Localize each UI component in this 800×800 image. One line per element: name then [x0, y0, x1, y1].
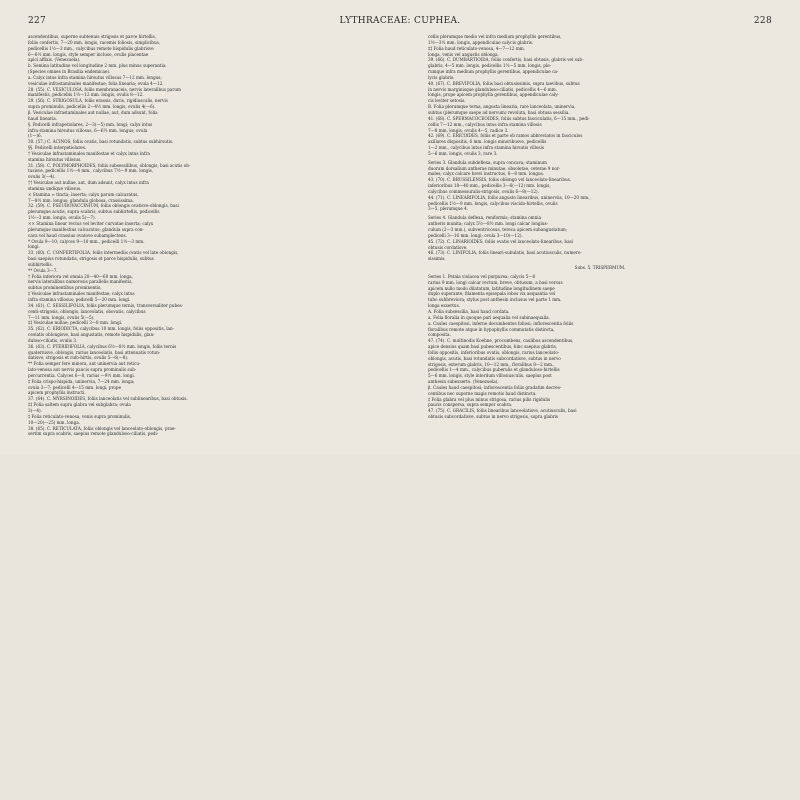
text-line: 40. (67). C. BREVIFOLIA, foliis basi obtusissimis, supra laevibus, subtus — [428, 80, 580, 86]
text-line: 7—11 mm. longis, ovulis 5(—5). — [28, 314, 95, 320]
text-line: ×× Stamina linear rectus vel leviter curvatae inserta; calyx — [28, 221, 154, 226]
text-line: longi. — [28, 244, 40, 250]
text-line: obtusis subcordatisve, subtus in nervo strigosis, supra glabris — [428, 414, 559, 420]
text-line: foliis confertis, 7—20 mm. longis, racemis foliosis, simplicibus, — [28, 39, 161, 45]
text-line: haud linearia. — [28, 115, 58, 121]
text-line: culum (2—3 mm.), subventricosus, tereca apicem subangustatum; — [428, 227, 568, 232]
text-line: subtus (plerumque saepe ad nervum) revoluta, basi obtusa sessilia. — [428, 109, 570, 115]
text-line: pedicelli 3—16 mm. longi; ovula 3—10(—12). — [428, 232, 523, 238]
text-line: infra stamina villosus; pedicelli 5—20 mm. longi. — [28, 296, 131, 302]
text-line: 33. (60). C. CONFERTIFOLIA, foliis intermediis ovatis vel late oblongis, — [28, 250, 179, 256]
text-line: * Ovula 9—10; calyces 9—10 mm., pedicelli 1½—3 mm. — [28, 238, 145, 244]
text-line: 1½—3½ mm. longis, appendiculae calycis glabris. — [428, 39, 534, 45]
text-line: plerumque acutis, supra scabris, subtus subhirtellis, pedicellis — [28, 209, 160, 215]
text-line: 1½—3 mm. longis, ovulis 5(—7). — [28, 215, 96, 221]
text-line: b. Semina latitudine vel longitudine 2 mm. plus minus superantia. — [28, 63, 167, 69]
text-line: 30. (57.) C. ACINOS, foliis ovatis, basi rotundatis, subtus subhirsutis. — [28, 139, 174, 145]
text-line: × Stamina ≈ tincta; inserta; calyx parum calcaratus, — [28, 191, 139, 197]
text-line: duplo superante; filamenta episepala lobos vix aequantia vel — [428, 291, 556, 297]
text-line: sissimis. — [428, 256, 446, 262]
text-line: 45. (72). C. LINARIOIDES, foliis ovatis vel lanceolato-linearibus, basi — [428, 238, 573, 244]
text-line: subhirtellis. — [28, 261, 53, 267]
text-line: inferioribus 18—40 mm., pedicellis 3—6(—12) mm. longis, — [428, 183, 551, 189]
text-line: cellis 7—12 mm., calycibus intus infra stamina villosis — [428, 121, 542, 127]
text-line: apici affixis. (Venezuela). — [28, 57, 81, 63]
text-line: a. Folia floralia in quoque pari aequalia vel subinaequalia. — [428, 314, 550, 320]
running-header — [28, 16, 772, 30]
text-line: apice densius quam basi pubescentibus, hinc saepius glabris, — [428, 344, 558, 350]
text-line: sertim supra scabris, saepius remote glanduloso-ciliatis, pedi- — [28, 431, 159, 437]
text-line: antheris munita; calyx 5½—8½ mm. longi calcar longius- — [428, 221, 549, 227]
text-line: 5—6 mm. longis, style interdum villosiusculis, saepius post — [428, 373, 552, 379]
text-line: nervis lateralibus numerosis parallelis manifestis, — [28, 279, 133, 285]
text-line: glabris, 4—5 mm. longis, pedicellis 1½—5 mm. longis, ple- — [428, 63, 552, 69]
text-line: 41. (68). C. SPERMACOCEOIDES, foliis subtus fasciculatis, 6—15 mm., pedi- — [428, 115, 590, 121]
text-line: subtus prominentibus prominentis. — [28, 285, 102, 291]
text-line: obtusis cordatisve. — [428, 244, 468, 250]
text-line: apicem prophyllis instructi. — [28, 390, 86, 396]
text-line: 6—6½ mm. longis, style semper incluso, ovulis placentae — [28, 51, 149, 57]
text-line: lycis glabris. — [428, 74, 455, 80]
text-line: 1—2 mm., calycibus intus infra stamina hirsutis villosis — [428, 145, 544, 151]
text-line: duorum dorsalium antherae minutae, obsoletae, ceterae 9 nor- — [428, 165, 561, 171]
text-line: basi saepius rotundatis, strigosis et parce hispidulis, subtus — [28, 256, 154, 262]
left-text-column — [28, 34, 372, 444]
text-line: stamina undique villosus. — [28, 185, 82, 191]
text-line: 35. (62). C. ERIODICTA, calycibus 10 mm. longis, foliis oppositis, lan- — [28, 326, 175, 332]
text-line: 42. (69). C. ERICOIDES, foliis et parte ob ramos abbreviatos in fasciculos — [428, 133, 583, 139]
text-line: foliis oppositis, inferioribus ovatis, oblongis, rarius lanceolato- — [428, 349, 560, 355]
text-line: infra stamina hirsutus villosus, 6—6½ mm. longus; ovula — [28, 127, 148, 133]
text-line: Series 3. Glandula subdeflexa, supra concava; staminum — [428, 159, 547, 165]
text-line: pedicellis 1½—9 mm. longis, calycibus viscido-hirtellis, ovulis — [428, 200, 558, 206]
text-line: longa exsertus. — [428, 303, 461, 309]
text-line: centibus nec superne magis remotis haud distincta. — [428, 390, 537, 396]
right-text-column — [428, 34, 772, 444]
text-line: composita. — [428, 332, 451, 338]
text-line: 47. (75). C. GRACILIS, foliis linearibus lanceolatisve, acutiusculis, basi — [428, 408, 577, 414]
text-line: longis, prope apicem prophylla gerentibus, appendiculae caly- — [428, 92, 559, 98]
text-line: ‡‡ Folia haud reticulato-venosa, 4—7—12 mm. — [428, 45, 526, 51]
text-line: lato-venosa aut nervis paucis supra prominulis sub- — [28, 367, 137, 373]
text-line: 32. (59). C. PSEUDOVACCINIUM, foliis oblongis ovatisve-oblongis, basi — [28, 203, 179, 209]
text-line: 43. (70). C. BRUSSILENSIS, foliis oblongo vel lanceolato-linearibus, — [428, 177, 572, 183]
page-number-right: 228 — [753, 16, 772, 26]
text-line: ‡ Folia crispo-hispida, uninervia, 7—24 mm. longa; — [28, 378, 135, 384]
text-line: a. Calyx intus infra stamina hirsutus villosus 7—12 mm. longus; — [28, 74, 162, 80]
text-line: 36. (63). C. PTERIDIFOLIA, calycibus 6½—8½ mm. longis, foliis ternis — [28, 343, 177, 349]
text-line: floralibus remote atque in hypophyllis commutatis distincta, — [428, 326, 555, 332]
text-line: calycibus commessuralis-strigosis, ovulis 6—8(—12). — [428, 188, 539, 194]
text-line: 47. (74). C. multinodis Koehne, procumbens, caulibus ascendentibus, — [428, 338, 574, 344]
text-line: Series 4. Glandula deflexa, reniformis; stamina omnia — [428, 215, 542, 221]
text-line: plerumque manifestius calcaratus; glandula supra con- — [28, 226, 144, 232]
text-line: vesiculae infrastaminales manifestae; folia linearia; ovula 4—12. — [28, 80, 164, 86]
text-line: ** Folia semper fere minora, aut uninervia aut reticu- — [28, 361, 141, 367]
text-line: duloso-ciliatis, ovulis 3. — [28, 337, 78, 343]
text-line: ** Ovula 3—7. — [28, 267, 58, 273]
text-line: supra prominulis, pedicellis 2—4½ mm. longis, ovulis 4(—6). — [28, 104, 156, 110]
text-line: (Species omnes in Brasilia endemicae). — [28, 69, 111, 75]
text-line: 46. (73). C. LINIFOLIA, foliis lineari-subulatis, basi acutiusculis, numero- — [428, 250, 582, 256]
text-line: † Vesiculae infrastaminales manifestae et calyx intus infra — [28, 150, 150, 156]
text-line: ‡ Vesiculae infrastaminales manifestae; calyx intus — [28, 291, 135, 297]
text-line: A. Folia subsessilia, basi haud cordata. — [428, 308, 510, 314]
page-number-left: 227 — [28, 16, 47, 26]
text-line: anthesin subexserto. (Venezuela). — [428, 379, 499, 385]
text-line: axillares dispositis, 6 mm. longis minoribusve, pedicellis — [428, 139, 547, 145]
text-line: tubo subbreviora; stylus post anthesin inclusus vel parte 1 mm. — [428, 297, 562, 303]
text-line: 44. (71). C. LINEARIFOLIA, foliis angusto linearibus, uninerviis, 10—20 mm., — [428, 194, 591, 200]
text-line: §. Pedicelli infrapetiolares, 2—3(—5) mm. longi; calyx intus — [28, 121, 153, 127]
text-line: oblongis, acutis, basi rotundatis subcordatisve, subtus in nervo — [428, 355, 561, 361]
text-line: ceolatis oblongisve, basi angustatis, remote hispidulis, glan- — [28, 332, 155, 338]
text-line: strigosis, exterum glabris, 10—12 mm., floralibus 8—2 mm., — [428, 361, 555, 367]
text-line: 5—6 mm. longis, ovulis 3, rare 3. — [428, 150, 498, 156]
text-line: ovulis 3(—4). — [28, 174, 56, 180]
text-line: 38. (65). C. RETICULATA, foliis oblongis vel lanceolato-oblongis, prae- — [28, 425, 176, 431]
text-line: centi-strigosis, oblongis, lanceolatis, obovatis, calycibus — [28, 308, 146, 314]
text-line: 10—20(—25) mm. longa. — [28, 419, 81, 425]
text-line: in nervis marginisque glanduloso-ciliatis, pedicellis 4—6 mm. — [428, 86, 557, 92]
text-line: 3(—4). — [28, 408, 42, 413]
running-title: LYTHRACEAE: CUPHEA. — [339, 16, 461, 26]
text-line: longa, venis vel angustis oblonga. — [428, 51, 499, 57]
text-line: rarius 9 mm. longi calcar rectum, breve, obtusum, a basi versus — [428, 279, 563, 285]
text-line: 39. (66). C. DUMBARTIOIDA, foliis confertis, basi obtusis, glabris vel sub- — [428, 57, 584, 63]
text-line: pedicellis 1—4 mm., calycibus puberulis et glanduloso-hirtellis — [428, 367, 560, 373]
text-line: 31. (58). C. POLYMORPHOIDES, foliis subsessilibus, oblongis, basi acutis ob- — [28, 162, 191, 168]
text-line: 7—8½ mm. longus; glandula globosa, crassissima. — [28, 197, 134, 203]
text-line: cava vel haud crassius ovatove subamplectens. — [28, 232, 127, 238]
text-line: cis leviter setosis. — [428, 98, 466, 104]
text-line: 7—8 mm. longis, ovulis 4—5, radice 3. — [428, 127, 509, 133]
text-line: †† Vesiculae aut nullae, aut, dum adsunt, calyx intus infra — [28, 180, 149, 186]
text-line: §§. Pedicelli interpetiolares. — [28, 145, 87, 151]
text-line: 28. (55). C. VESICULOSA, foliis membranaceis, nervis lateralibus parum — [28, 86, 181, 92]
text-line: β. Vesiculae infrastaminales aut nullae, aut, dum adsunt, folia — [28, 109, 158, 115]
text-line: quaternisve, oblongis, rarius lanceolatis, basi attenuatis rotun- — [28, 349, 161, 355]
text-line: ascendentibus, superne subtenuis strigosis et parce hirtellis, — [28, 34, 157, 39]
text-line: rumque infra medium prophyllis gerentibus, appendiculae ca- — [428, 69, 559, 75]
text-line: β. Caules haud caespitosi; inflorescentia foliis gradatim decres- — [428, 384, 562, 390]
text-line: ovula 3—7; pedicelli 4—15 mm. longi, prope — [28, 384, 122, 390]
text-line: a. Caules caespitosi, inferne decumbentes foliosi; inflorescentia foliis — [428, 320, 574, 326]
text-line: pedicellis 1½—3 mm., calycibus remote hispidulis glabrisve — [28, 45, 154, 51]
text-line: 3—5, plerumque 4. — [428, 206, 469, 212]
text-line: ‡‡ Vesiculae nullae; pedicelli 3—8 mm. longi. — [28, 320, 123, 326]
text-line: B. Folia plerumque terna, angusta linearia, rare lanceolata, uninervia, — [428, 104, 576, 110]
text-line: cellis plerumque medio vel infra medium prophyllis gerentibus, — [428, 34, 562, 39]
text-line: percurrentia. Calyces 6—8, rarius —9½ mm. longi. — [28, 372, 136, 378]
text-line: ‡ Folia reticulato-venosa, venis supra prominulis, — [28, 413, 132, 419]
text-line: stamina hirsutus villosus. — [28, 156, 82, 162]
text-line: manifestis, pedicellis 1½—12 mm. longis, ovulis 8—12. — [28, 92, 144, 98]
text-line: males; calyx calcare brevi instructus, 6—8 mm. longus. — [428, 171, 545, 177]
text-line: (1—)6. — [28, 133, 42, 139]
text-line: ‡‡ Folia saltem supra glabra vel subglabra; ovula — [28, 402, 131, 408]
text-line: Series 1. Petala violacea vel purpurea; calycis 5—8 — [428, 273, 536, 279]
text-line: 34. (61). C. SESSILIFOLIA, foliis plerumque ternis, transversaliter pubes- — [28, 302, 184, 308]
text-line: ‡ Folia glabra vel plus minus strigosa, rarius pilis rigidulis — [428, 396, 551, 402]
text-line: † Folia inferiora vel omnia 20—40—60 mm. longa, — [28, 273, 133, 279]
text-line: tusisve, pedicellis 1½—4 mm., calycibus 7½—9 mm. longis, — [28, 168, 154, 174]
text-line: apicem nullo modo dilatatum, latitudine longitudinem saepe — [428, 285, 555, 291]
text-line: paucis conspersa, supra semper scabra. — [428, 402, 513, 408]
text-line: 29. (56). C. STRIGOSULA, foliis erassis, duris, rigidiusculis, nervis — [28, 98, 168, 104]
text-line: 37. (64). C. MYRSINOIDES, foliis lanceolatis vel sublinearibus, basi obtusis. — [28, 396, 188, 402]
text-line: Subs. 5. TRISPERMUM. — [574, 265, 626, 271]
text-line: datisve, strigosis et rufo-hirtis, ovulis 5—6(—8). — [28, 355, 129, 361]
